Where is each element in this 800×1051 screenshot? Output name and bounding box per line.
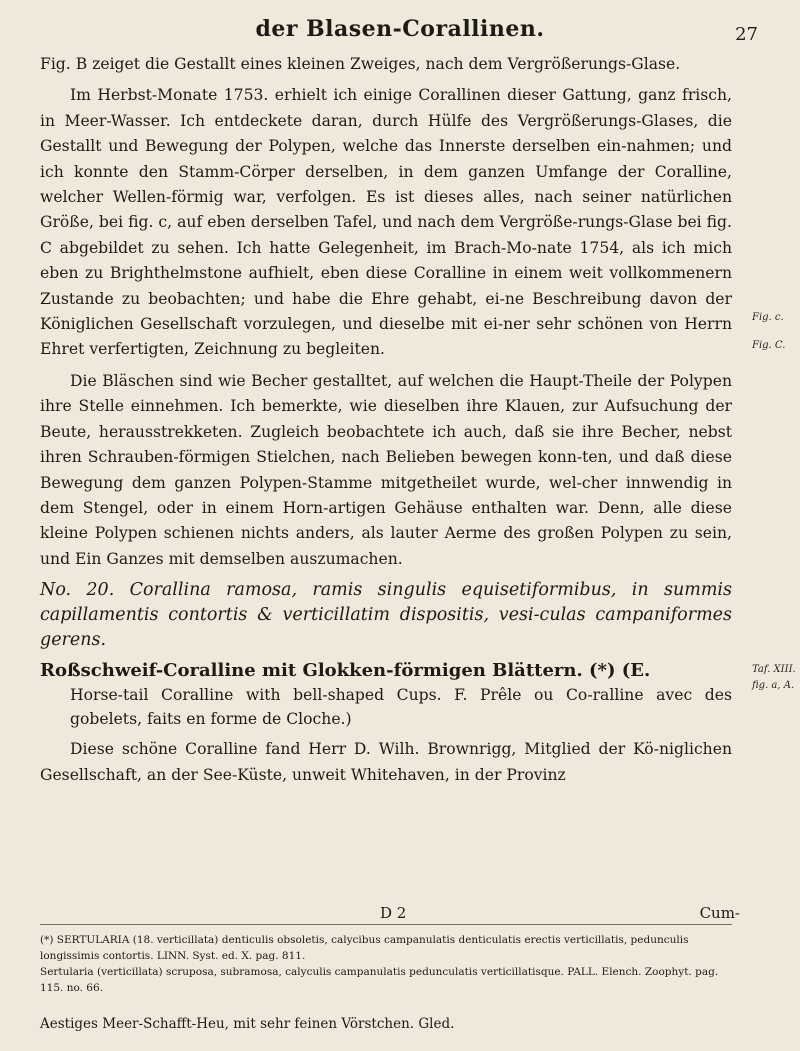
footnote-german: Aestiges Meer-Schafft-Heu, mit sehr feinen Vörstchen. Gled. — [40, 1016, 455, 1032]
signature-mark: D 2 — [380, 904, 407, 922]
species-german-title: Roßschweif-Coralline mit Glokken-förmigen Blättern. (*) (E. — [40, 660, 651, 682]
margin-note-fig-C: Fig. C. — [752, 340, 786, 351]
page-number: 27 — [735, 24, 758, 45]
species-description: Diese schöne Coralline fand Herr D. Wilh. Brownrigg, Mitglied der Kö-niglichen Gesellschaft, an der See-Küste, unweit Whitehaven, in der Provinz — [40, 740, 732, 784]
footnotes — [40, 932, 732, 996]
running-title: der Blasen-Corallinen. — [255, 16, 545, 42]
paragraph-3: Die Bläschen sind wie Becher gestalltet, auf welchen die Haupt-Theile der Polypen ihre Stelle einnehmen. Ich bemerkte, wie dieselben ihre Klauen, zur Aufsuchung der Beute, herausstrekketen. Zugleich beobachtete ich auch, daß sie ihre Becher, nebst ihren Schrauben-förmigen Stielchen, nach Belieben bewegen konn-ten, und daß diese Bewegung dem ganzen Polypen-Stamme mitgetheilet wurde, wel-cher innwendig in dem Stengel, oder in einem Horn-artigen Gehäuse enthalten war. Denn, alle diese kleine Polypen schienen nichts anders, als lauter Aerme des großen Polypen zu sein, und Ein Ganzes mit demselben auszumachen. — [40, 371, 732, 568]
paragraph-1: Fig. B zeiget die Gestallt eines kleinen Zweiges, nach dem Vergrößerungs-Glase. — [40, 55, 681, 73]
footnote-1: (*) SERTULARIA (18. verticillata) denticulis obsoletis, calycibus campanulatis denticulatis erectis verticillatis, pedunculis longissimis contortis. LINN. Syst. ed. X. pag. 811. — [40, 934, 689, 962]
footnote-rule — [40, 924, 732, 925]
main-text — [40, 52, 732, 794]
margin-note-fig-aA: fig. a, A. — [752, 680, 795, 691]
species-latin: No. 20. Corallina ramosa, ramis singulis equisetiformibus, in summis capillamentis contortis & verticillatim dispositis, vesi-culas campaniformes gerens. — [40, 580, 732, 651]
footnote-2: Sertularia (verticillata) scruposa, subramosa, calyculis campanulatis pedunculatis verticillatisque. PALL. Elench. Zoophyt. pag. 115. no. 66. — [40, 966, 719, 994]
margin-note-fig-c: Fig. c. — [752, 312, 784, 323]
species-english-french: Horse-tail Coralline with bell-shaped Cups. F. Prêle ou Co-ralline avec des gobelets, faits en forme de Cloche.) — [70, 686, 732, 729]
margin-note-taf: Taf. XIII. — [752, 664, 796, 675]
page-header — [0, 10, 800, 50]
catchword: Cum- — [699, 904, 740, 922]
paragraph-2: Im Herbst-Monate 1753. erhielt ich einige Corallinen dieser Gattung, ganz frisch, in Meer-Wasser. Ich entdeckete daran, durch Hülfe des Vergrößerungs-Glases, die Gestallt und Bewegung der Polypen, welche das Innerste derselben ein-nahmen; und ich konnte den Stamm-Cörper derselben, in dem ganzen Umfange der Coralline, welcher Wellen-förmig war, verfolgen. Es ist dieses alles, nach seiner natürlichen Größe, bei fig. c, auf eben derselben Tafel, und nach dem Vergröße-rungs-Glase bei fig. C abgebildet zu sehen. Ich hatte Gelegenheit, im Brach-Mo-nate 1754, als ich mich eben zu Brighthelmstone aufhielt, eben diese Coralline in einem weit vollkommenern Zustande zu beobachten; und habe die Ehre gehabt, ei-ne Beschreibung davon der Königlichen Gesellschaft vorzulegen, und dieselbe mit ei-ner sehr schönen von Herrn Ehret verfertigten, Zeichnung zu begleiten. — [40, 86, 732, 359]
